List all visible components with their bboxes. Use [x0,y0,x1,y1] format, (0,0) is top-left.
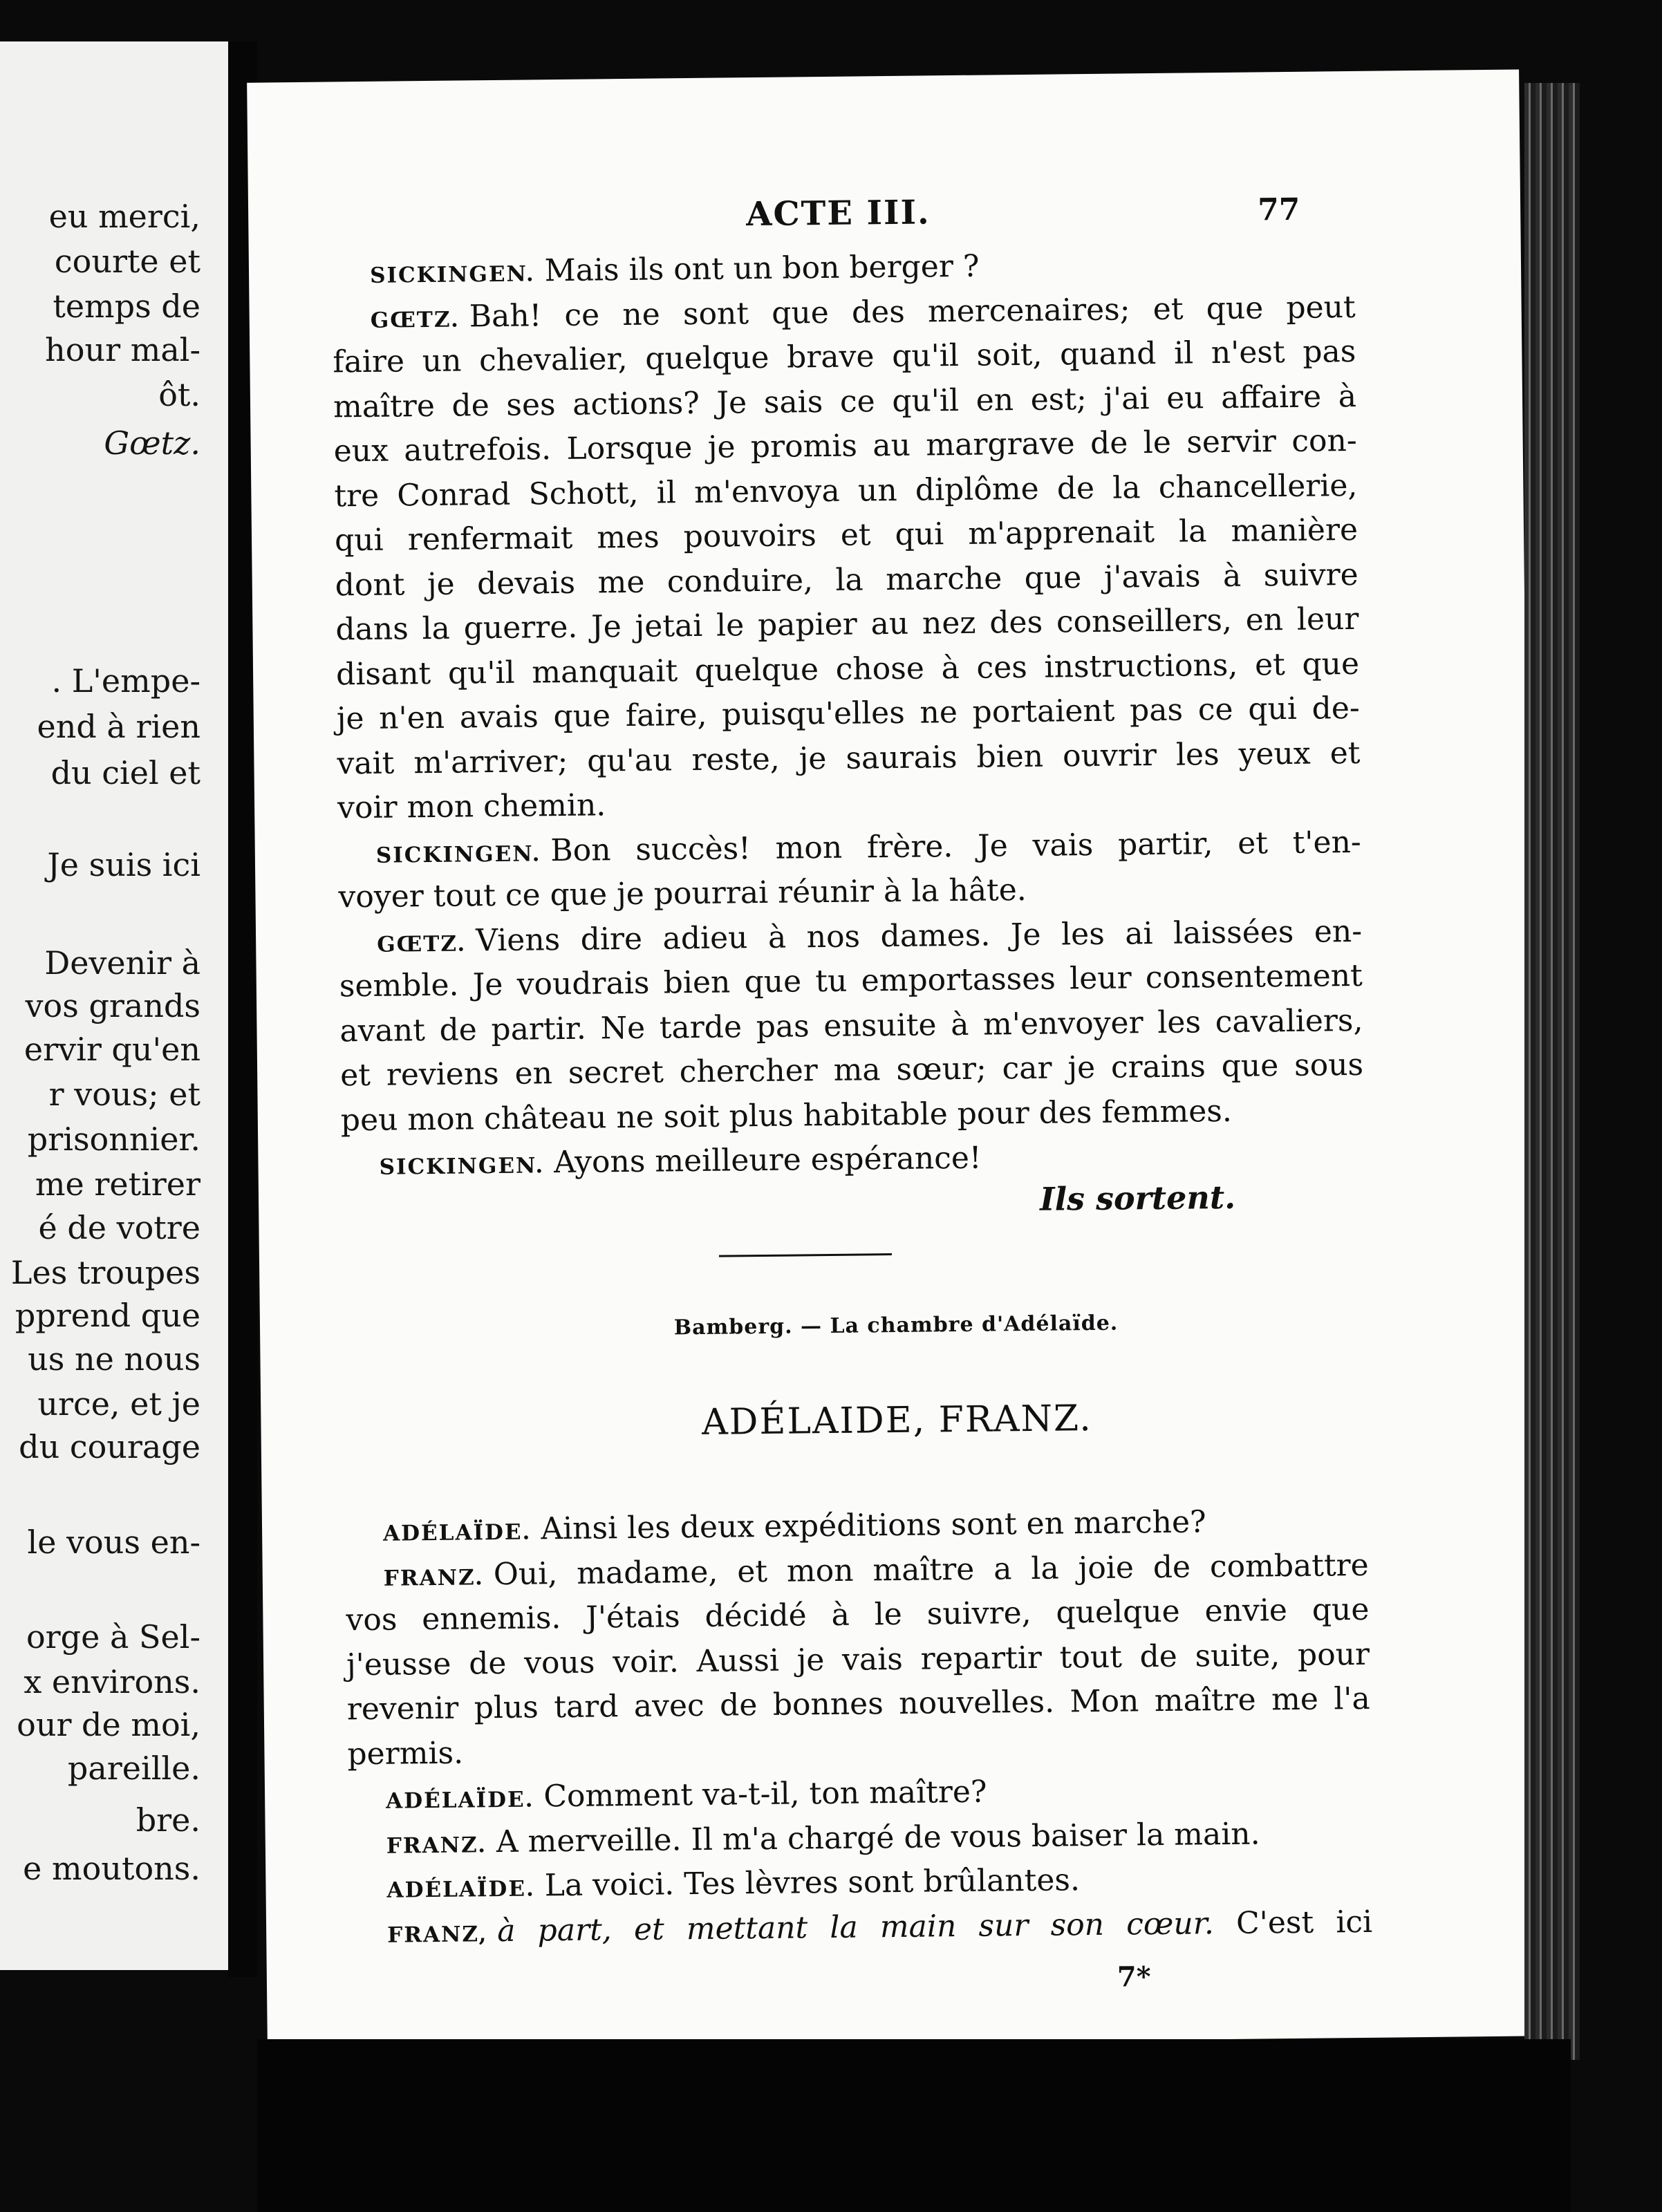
left-page-line: pprend que [15,1297,200,1334]
speech-line [386,1862,1372,1903]
page-number: 77 [1257,191,1300,228]
speaker-name: FRANZ. [383,1564,485,1591]
left-page-line: Gœtz. [104,424,200,462]
left-page-line: end à rien [37,708,200,745]
scene-characters: ADÉLAIDE, FRANZ. [701,1398,1093,1443]
speaker-name: ADÉLAÏDE. [382,1519,532,1546]
line-text: Bah! ce ne sont que des mercenaires; et que peut [469,289,1356,334]
line-text: peu mon château ne soit plus habitable pour des femmes. [340,1093,1233,1138]
left-facing-page [0,41,228,1970]
speech-line [386,1817,1372,1858]
left-page-line: urce, et je [37,1385,200,1423]
text-line [336,690,1360,737]
line-text: Bon succès! mon frère. Je vais partir, et t'en- [550,824,1362,868]
line-text: vos ennemis. J'étais décidé à le suivre, quelque envie que [346,1591,1370,1638]
speech-line [387,1906,1372,1947]
signature-mark: 7* [1117,1960,1151,1994]
text-line [337,782,1361,826]
speech-line [370,289,1356,334]
left-page-line: vos grands [25,987,200,1024]
scan-border [257,2039,1571,2212]
text-line [347,1728,1370,1772]
page-edge-stack [1524,83,1580,2060]
scene-location: Bamberg. — La chambre d'Adélaïde. [673,1311,1119,1340]
left-page-line: le vous en- [27,1524,200,1561]
speaker-name: GŒTZ. [370,307,460,333]
line-text: Mais ils ont un bon berger ? [544,248,980,289]
line-text: vait m'arriver; qu'au reste, je saurais bien ouvrir les yeux et [337,735,1361,781]
left-page-line: pareille. [67,1750,200,1787]
left-page-line: ôt. [158,376,200,413]
left-page-line: Je suis ici [47,846,200,883]
text-line [333,378,1357,424]
line-text: tre Conrad Schott, il m'envoya un diplôme de la chancellerie, [334,467,1358,514]
line-text: faire un chevalier, quelque brave qu'il soit, quand il n'est pas [333,333,1356,380]
line-text: je n'en avais que faire, puisqu'elles ne portaient pas ce qui de- [336,690,1360,737]
line-text: eux autrefois. Lorsque je promis au margrave de le servir con- [333,422,1357,469]
speaker-name: GŒTZ. [377,930,467,957]
left-page-line: Devenir à [44,944,200,982]
speech-line [383,1547,1369,1592]
text-line [346,1680,1370,1727]
stage-direction: Ils sortent. [1039,1178,1236,1218]
text-line [339,957,1363,1004]
text-line [334,512,1358,559]
speaker-name: ADÉLAÏDE. [386,1876,535,1903]
speech-line [379,1139,1364,1180]
left-page-line: me retirer [35,1165,200,1203]
text-line [335,601,1359,648]
stage-aside: à part, et mettant la main sur son cœur. [496,1905,1215,1949]
text-line [337,735,1361,781]
text-line [346,1636,1370,1683]
line-text: j'eusse de vous voir. Aussi je vais repartir tout de suite, pour [346,1636,1370,1683]
text-line [335,646,1360,692]
left-page-line: temps de [53,288,200,325]
text-line [335,556,1358,603]
speaker-name: SICKINGEN. [379,1153,545,1180]
left-page-line: our de moi, [17,1706,200,1743]
line-text: qui renfermait mes pouvoirs et qui m'apprenait la manière [334,512,1358,559]
left-page-line: du ciel et [50,754,200,791]
speech-line [383,1506,1368,1546]
left-page-line: us ne nous [28,1340,200,1378]
line-text: revenir plus tard avec de bonnes nouvelles. Mon maître me l'a [346,1680,1370,1727]
text-line [339,1002,1363,1049]
text-line [339,1047,1364,1094]
left-page-line: ervir qu'en [24,1031,200,1068]
speech-line [386,1773,1371,1814]
line-text: avant de partir. Ne tarde pas ensuite à m'envoyer les cavaliers, [339,1002,1363,1049]
line-text: voir mon chemin. [337,787,606,826]
line-text: semble. Je voudrais bien que tu emportasses leur consentement [339,957,1363,1004]
left-page-line: bre. [136,1801,200,1839]
left-page-line: hour mal- [45,331,200,368]
text-line [340,1093,1364,1138]
speaker-name: FRANZ, [387,1921,488,1948]
left-page-line: e moutons. [23,1850,200,1887]
text-line [338,872,1361,915]
left-page-line: é de votre [38,1209,200,1246]
left-page-line: du courage [19,1428,200,1465]
line-text: Ainsi les deux expéditions sont en marche? [541,1504,1206,1547]
line-text: et reviens en secret chercher ma sœur; car je crains que sous [339,1047,1364,1094]
line-text: Ayons meilleure espérance! [553,1140,982,1181]
left-page-line: courte et [54,243,200,280]
speaker-name: SICKINGEN. [369,261,535,288]
text-line [333,333,1356,380]
text-line [333,422,1357,469]
running-head: ACTE III. [745,193,931,234]
line-text: disant qu'il manquait quelque chose à ces instructions, et que [335,646,1360,692]
text-line [346,1591,1370,1638]
left-page-line: x environs. [24,1663,200,1700]
speaker-name: ADÉLAÏDE. [386,1787,534,1814]
line-text: Comment va-t-il, ton maître? [543,1774,987,1815]
line-text: A merveille. Il m'a chargé de vous baiser la main. [496,1816,1260,1859]
left-page-line: prisonnier. [27,1121,200,1158]
speaker-name: SICKINGEN. [375,841,541,868]
left-page-line: orge à Sel- [26,1618,200,1656]
text-line [334,467,1358,514]
right-page [247,69,1540,2049]
left-page-line: . L'empe- [51,662,200,700]
line-text: dans la guerre. Je jetai le papier au nez des conseillers, en leur [335,601,1359,648]
speaker-name: FRANZ. [386,1832,487,1859]
left-page-line: r vous; et [48,1076,200,1113]
line-text: maître de ses actions? Je sais ce qu'il en est; j'ai eu affaire à [333,378,1357,424]
page-header [248,187,1521,241]
scene-separator-rule [719,1253,892,1257]
left-page-line: eu merci, [48,198,200,235]
line-text: dont je devais me conduire, la marche que j'avais à suivre [335,556,1358,603]
line-text: C'est ici [1235,1904,1373,1941]
line-text: permis. [347,1735,464,1772]
speech-line [370,247,1355,288]
line-text: Oui, madame, et mon maître a la joie de combattre [493,1547,1369,1592]
speech-line [375,824,1362,868]
speech-line [377,913,1363,958]
left-page-line: Les troupes [10,1254,200,1291]
line-text: La voici. Tes lèvres sont brûlantes. [544,1862,1081,1904]
line-text: voyer tout ce que je pourrai réunir à la hâte. [338,872,1027,915]
line-text: Viens dire adieu à nos dames. Je les ai laissées en- [475,913,1363,958]
